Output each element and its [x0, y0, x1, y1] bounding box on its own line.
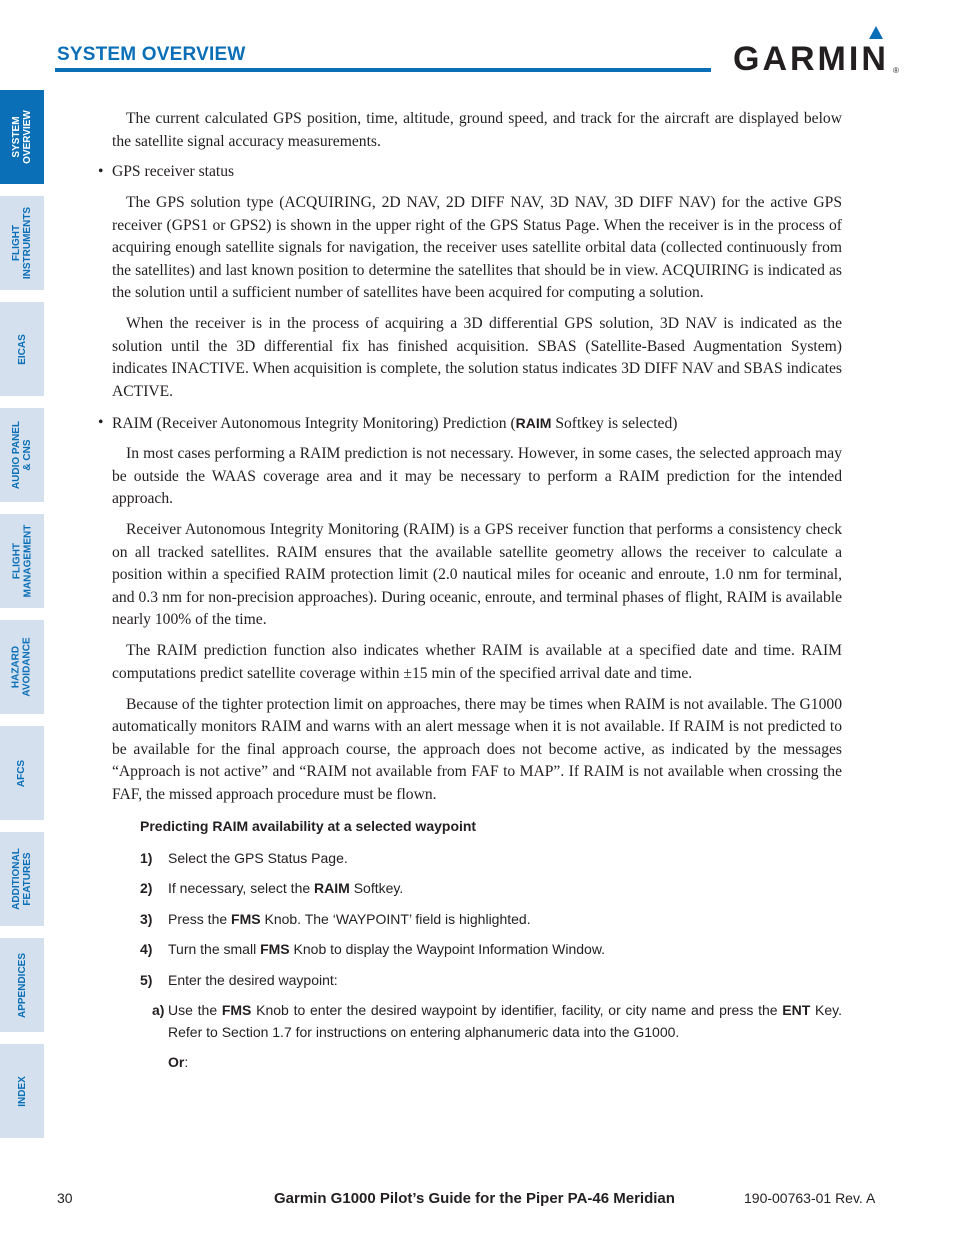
- step-text: If necessary, select the: [168, 880, 315, 897]
- step-text: Press the: [168, 910, 232, 927]
- tab-label: AUDIO PANEL & CNS: [11, 420, 33, 490]
- tab-system-overview[interactable]: [0, 90, 44, 184]
- step-number: 2): [140, 880, 153, 897]
- raim-softkey-label: RAIM: [515, 414, 552, 431]
- step-number: 4): [140, 941, 153, 958]
- procedure-or: [112, 1051, 842, 1073]
- substep-text: Key. Refer to Section 1.7 for instructions on entering alphanumeric data into the G1000.: [168, 1002, 842, 1041]
- bullet-gps-receiver-status: [98, 161, 842, 184]
- tab-hazard-avoidance[interactable]: [0, 620, 44, 714]
- procedure-step: [112, 877, 842, 899]
- bullet-text: GPS receiver status: [112, 163, 235, 181]
- logo-registered-mark: ®: [893, 66, 899, 75]
- procedure-step: [112, 938, 842, 960]
- key-label: FMS: [221, 1002, 252, 1019]
- tab-flight-management[interactable]: [0, 514, 44, 608]
- tab-label: INDEX: [16, 1075, 28, 1107]
- tab-label: FLIGHT MANAGEMENT: [11, 524, 33, 598]
- tab-label: FLIGHT INSTRUMENTS: [11, 206, 34, 280]
- logo-triangle-icon: [869, 26, 883, 39]
- step-number: 3): [140, 910, 153, 927]
- step-number: 5): [140, 971, 153, 988]
- procedure-step: [112, 969, 842, 991]
- step-text: Enter the desired waypoint:: [168, 971, 338, 988]
- bullet-icon: •: [98, 413, 104, 431]
- paragraph-raim-not-necessary: In most cases performing a RAIM prediction is not necessary. However, in some cases, the selected approach may be outside the WAAS coverage area and it may be necessary to perform a RAIM prediction for the intended approach.: [112, 445, 842, 508]
- substep-text: Use the: [168, 1002, 222, 1019]
- tab-eicas[interactable]: [0, 302, 44, 396]
- step-text: Knob to display the Waypoint Information Window.: [289, 941, 606, 958]
- tab-index[interactable]: [0, 1044, 44, 1138]
- tab-afcs[interactable]: [0, 726, 44, 820]
- procedure-heading: Predicting RAIM availability at a selected waypoint: [140, 817, 477, 834]
- tab-appendices[interactable]: [0, 938, 44, 1032]
- key-label: ENT: [782, 1002, 811, 1019]
- tab-additional-features[interactable]: [0, 832, 44, 926]
- step-text: Select the GPS Status Page.: [168, 849, 348, 866]
- tab-label: HAZARD AVOIDANCE: [11, 637, 34, 697]
- tab-label: SYSTEM OVERVIEW: [11, 110, 33, 164]
- procedure-raim-waypoint: [112, 815, 842, 1074]
- step-text: Knob. The ‘WAYPOINT’ field is highlighted.: [260, 910, 531, 927]
- logo-text: GARMIN: [733, 40, 889, 78]
- tab-label: EICAS: [16, 333, 28, 365]
- key-label: RAIM: [314, 880, 350, 897]
- step-text: Turn the small: [168, 941, 261, 958]
- paragraph-solution-type: The GPS solution type (ACQUIRING, 2D NAV, 2D DIFF NAV, 3D NAV, 3D DIFF NAV) for the active GPS receiver (GPS1 or GPS2) is shown in the upper right of the GPS Status Page. When the receiver is in the process of acquiring enough satellite signals for navigation, the receiver uses satellite orbital data (collected continuously from the satellites) and last known position to determine the satellites that should be in view. ACQUIRING is indicated as the solution until a sufficient number of satellites have been acquired for computing a solution.: [112, 194, 842, 302]
- footer-title: Garmin G1000 Pilot’s Guide for the Piper PA-46 Meridian: [274, 1190, 675, 1207]
- bullet-raim-prediction: [98, 412, 842, 436]
- document-number: 190-00763-01 Rev. A: [744, 1190, 876, 1206]
- procedure-step: [112, 847, 842, 869]
- substep-letter: a): [152, 1002, 165, 1019]
- paragraph-protection-limit: Because of the tighter protection limit on approaches, there may be times when RAIM is not available. The G1000 automatically monitors RAIM and warns with an alert message when it is not available. If RAIM is not predicted to be available for the final approach course, the approach does not become active, as indicated by the messages “Approach is not active” and “RAIM not available from FAF to MAP”. If RAIM is not available when crossing the FAF, the missed approach procedure must be flown.: [112, 695, 842, 803]
- or-colon: :: [184, 1054, 189, 1071]
- step-number: 1): [140, 849, 153, 866]
- tab-label: APPENDICES: [16, 952, 28, 1018]
- substep-text: Knob to enter the desired waypoint by identifier, facility, or city name and press the: [251, 1002, 783, 1019]
- paragraph-raim-prediction-function: The RAIM prediction function also indicates whether RAIM is available at a specified date and time. RAIM computations predict satellite coverage within ±15 min of the specified arrival date and time.: [112, 642, 842, 682]
- tab-audio-panel-cns[interactable]: [0, 408, 44, 502]
- page-body: [98, 108, 842, 1081]
- or-label: Or: [168, 1054, 185, 1071]
- bullet-text: Softkey is selected): [551, 414, 678, 432]
- garmin-logo: [733, 26, 901, 78]
- bullet-text: RAIM (Receiver Autonomous Integrity Monitoring) Prediction (: [112, 414, 516, 432]
- procedure-substep: [112, 999, 842, 1043]
- key-label: FMS: [260, 941, 290, 958]
- page-number: 30: [57, 1190, 73, 1206]
- procedure-step: [112, 908, 842, 930]
- tab-label: AFCS: [16, 759, 28, 787]
- section-title: SYSTEM OVERVIEW: [57, 44, 246, 65]
- header-rule: [55, 68, 711, 72]
- page-footer: [0, 1190, 954, 1212]
- paragraph-raim-definition: Receiver Autonomous Integrity Monitoring (RAIM) is a GPS receiver function that performs a consistency check on all tracked satellites. RAIM ensures that the available satellite geometry allows the receiver to calculate a position within a specified RAIM protection limit (2.0 nautical miles for oceanic and enroute, 1.0 nm for terminal, and 0.3 nm for non-precision approaches). During oceanic, enroute, and terminal phases of flight, RAIM is available nearly 100% of the time.: [112, 521, 842, 629]
- tab-label: ADDITIONAL FEATURES: [11, 848, 34, 910]
- tab-flight-instruments[interactable]: [0, 196, 44, 290]
- key-label: FMS: [231, 910, 261, 927]
- step-text: Softkey.: [349, 880, 404, 897]
- bullet-icon: •: [98, 163, 104, 181]
- paragraph-3d-acquisition: When the receiver is in the process of acquiring a 3D differential GPS solution, 3D NAV is indicated as the solution until the 3D differential fix has finished acquisition. SBAS (Satellite-Based Augmentation System) indicates INACTIVE. When acquisition is complete, the solution status indicates 3D DIFF NAV and SBAS indicates ACTIVE.: [112, 315, 842, 400]
- paragraph-gps-position: The current calculated GPS position, time, altitude, ground speed, and track for the aircraft are displayed below the satellite signal accuracy measurements.: [112, 110, 842, 150]
